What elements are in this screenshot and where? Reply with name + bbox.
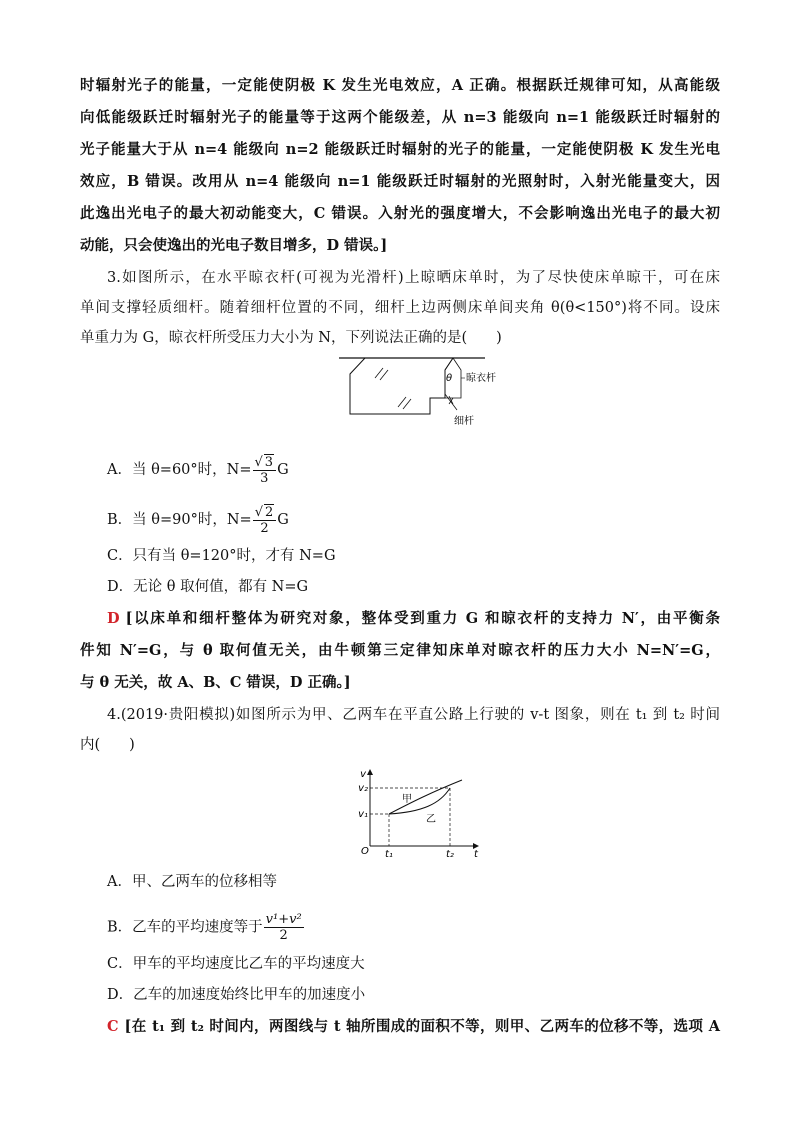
curve-jia bbox=[389, 780, 462, 814]
para-top-line-6: 动能，只会使逸出的光电子数目增多，D 错误。] bbox=[80, 237, 388, 254]
q4-stem-line-2: 内( ) bbox=[80, 737, 135, 753]
para-top-line-2: 向低能级跃迁时辐射光子的能量等于这两个能级差，从 n=3 能级向 n=1 能级跃迁时辐射的 bbox=[80, 109, 720, 126]
hatch-2 bbox=[380, 370, 388, 380]
q3-bedsheet-figure bbox=[335, 352, 505, 432]
q3-option-b-sqrt: 2 bbox=[264, 505, 274, 520]
hatch-4 bbox=[403, 399, 411, 409]
q4-option-a: A．甲、乙两车的位移相等 bbox=[107, 874, 277, 890]
curve-jia-label: 甲 bbox=[402, 794, 412, 805]
q4-option-b-fraction bbox=[264, 912, 304, 943]
bedsheet-outline bbox=[350, 358, 453, 414]
q3-answer-line-3: 与 θ 无关，故 A、B、C 错误，D 正确。] bbox=[80, 674, 351, 691]
q3-option-b-suffix: G bbox=[277, 512, 289, 528]
q3-option-a-sqrt: 3 bbox=[264, 455, 274, 470]
q4-option-b bbox=[107, 912, 305, 943]
q4-option-d: D．乙车的加速度始终比甲车的加速度小 bbox=[107, 987, 366, 1003]
q3-answer-line-2: 件知 N′=G，与 θ 取何值无关，由牛顿第三定律知床单对晾衣杆的压力大小 N=N′=G， bbox=[80, 642, 720, 659]
stick-line bbox=[445, 394, 457, 410]
para-top-line-3: 光子能量大于从 n=4 能级向 n=2 能级跃迁时辐射的光子的能量，一定能使阴极 K 发生光电 bbox=[80, 141, 720, 158]
q4-vt-graph bbox=[352, 768, 482, 860]
q3-option-b-fraction: $\frac{√ 2}{2}$ bbox=[253, 504, 277, 536]
q3-stem-line-2: 单间支撑轻质细杆。随着细杆位置的不同，细杆上边两侧床单间夹角 θ(θ<150°)将不同。设床 bbox=[80, 300, 720, 316]
q4-answer-line-1 bbox=[107, 1017, 720, 1037]
t2-label: t₂ bbox=[446, 849, 454, 860]
q3-stem-line-1: 3.如图所示，在水平晾衣杆(可视为光滑杆)上晾晒床单时，为了尽快使床单晾干，可在床 bbox=[107, 270, 720, 286]
q3-stem-line-3: 单重力为 G，晾衣杆所受压力大小为 N，下列说法正确的是( ) bbox=[80, 330, 502, 346]
q3-option-b bbox=[107, 504, 289, 536]
q3-option-b-den: 2 bbox=[260, 521, 269, 536]
para-top-line-4: 效应，B 错误。改用从 n=4 能级向 n=1 能级跃迁时辐射的光照射时，入射光能量变大，因 bbox=[80, 173, 720, 190]
q3-option-a-suffix: G bbox=[277, 462, 289, 478]
label-theta: θ bbox=[446, 373, 453, 384]
para-top-line-1: 时辐射光子的能量，一定能使阴极 K 发生光电效应，A 正确。根据跃迁规律可知，从高能级 bbox=[80, 77, 720, 94]
q4-option-b-num: v¹+v² bbox=[265, 912, 302, 927]
q3-answer-line-1 bbox=[107, 609, 720, 629]
q4-option-c: C．甲车的平均速度比乙车的平均速度大 bbox=[107, 956, 365, 972]
q3-option-a-fraction: $\frac{√ 3}{3}$ bbox=[253, 454, 277, 486]
axis-t-label: t bbox=[474, 849, 478, 860]
q4-option-b-prefix: B．乙车的平均速度等于 bbox=[107, 919, 263, 936]
q3-option-d: D．无论 θ 取何值，都有 N=G bbox=[107, 579, 309, 595]
q4-stem-line-1: 4.(2019·贵阳模拟)如图所示为甲、乙两车在平直公路上行驶的 v-t 图象，则在 t₁ 到 t₂ 时间 bbox=[107, 707, 720, 723]
q3-answer-text-1: [以床单和细杆整体为研究对象，整体受到重力 G 和晾衣杆的支持力 N′，由平衡条 bbox=[125, 610, 720, 627]
v2-label: v₂ bbox=[358, 783, 368, 794]
q3-option-c: C．只有当 θ=120°时，才有 N=G bbox=[107, 548, 336, 564]
q4-answer-letter: C bbox=[107, 1018, 119, 1035]
q4-answer-text: [在 t₁ 到 t₂ 时间内，两图线与 t 轴所围成的面积不等，则甲、乙两车的位移不等，选项 A bbox=[124, 1018, 720, 1035]
para-top-line-5: 此逸出光电子的最大初动能变大，C 错误。入射光的强度增大，不会影响逸出光电子的最大初 bbox=[80, 205, 720, 222]
label-stick: 细杆 bbox=[454, 416, 474, 427]
origin-label: O bbox=[361, 846, 369, 857]
q3-option-a-prefix: A．当 θ=60°时，N= bbox=[107, 462, 252, 478]
curve-yi bbox=[389, 788, 450, 814]
label-rod: 晾衣杆 bbox=[466, 373, 496, 384]
curve-yi-label: 乙 bbox=[426, 814, 436, 825]
q3-option-b-prefix: B．当 θ=90°时，N= bbox=[107, 512, 252, 528]
t1-label: t₁ bbox=[385, 849, 393, 860]
hatch-1 bbox=[375, 368, 383, 378]
v1-label: v₁ bbox=[358, 809, 368, 820]
hatch-3 bbox=[398, 397, 406, 407]
q3-answer-letter: D bbox=[107, 610, 120, 627]
q4-option-b-den: 2 bbox=[279, 928, 288, 943]
q3-option-a bbox=[107, 454, 289, 486]
q3-option-a-den: 3 bbox=[260, 471, 269, 486]
axis-v-label: v bbox=[360, 769, 366, 780]
